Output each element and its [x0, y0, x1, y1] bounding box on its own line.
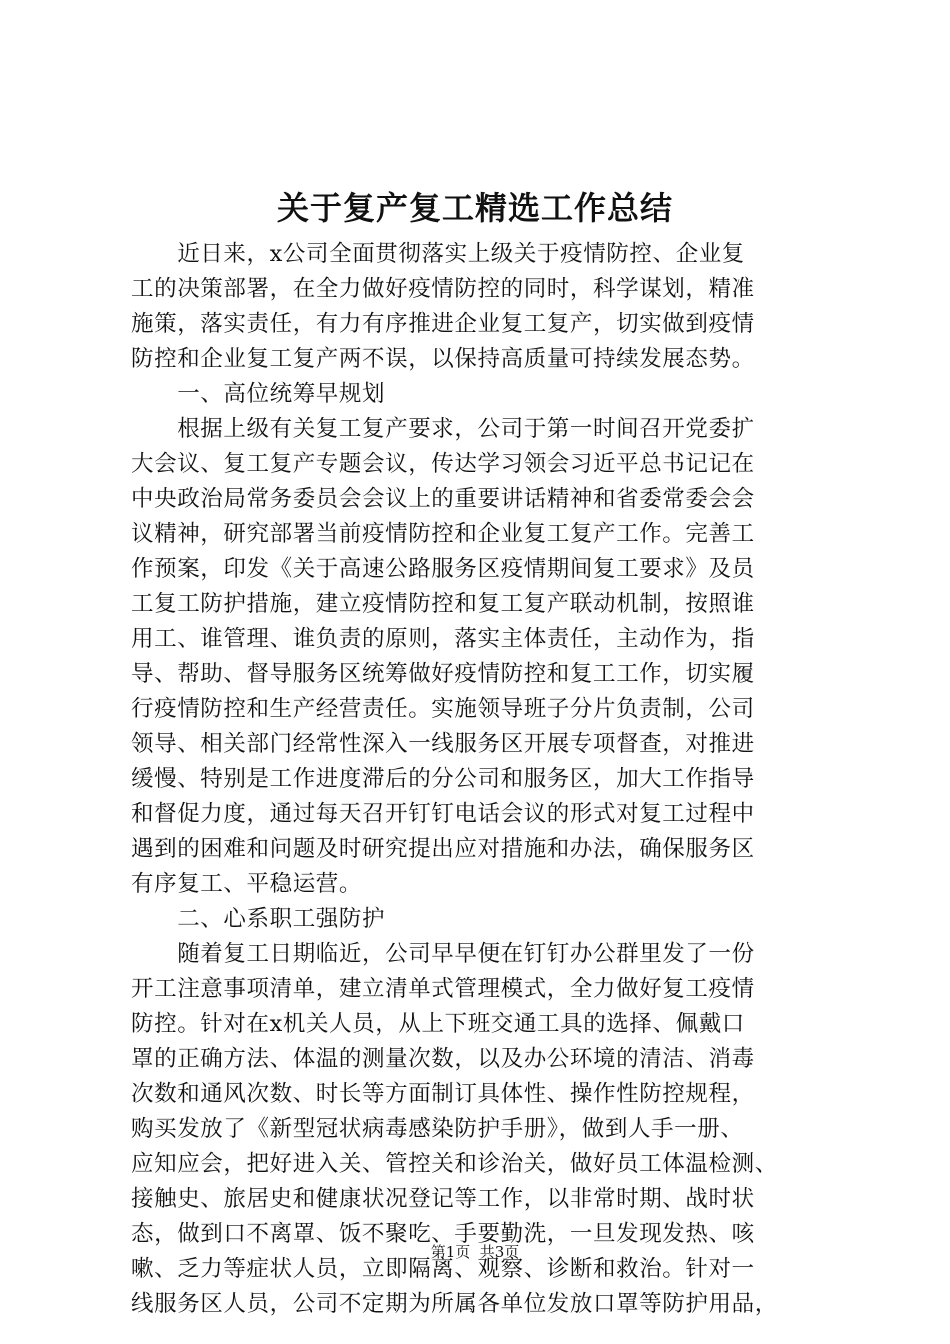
text-line: 缓慢、特别是工作进度滞后的分公司和服务区，加大工作指导 [131, 766, 755, 792]
text-line: 行疫情防控和生产经营责任。实施领导班子分片负责制，公司 [131, 696, 755, 722]
text-line: 近日来，x公司全面贯彻落实上级关于疫情防控、企业复 [131, 241, 745, 267]
text-line: 开工注意事项清单，建立清单式管理模式，全力做好复工疫情 [131, 976, 755, 1002]
text-line: 防控。针对在x机关人员，从上下班交通工具的选择、佩戴口 [131, 1011, 745, 1037]
text-line: 应知应会，把好进入关、管控关和诊治关，做好员工体温检测、 [131, 1151, 778, 1177]
section-heading: 二、心系职工强防护 [131, 906, 386, 932]
text-line: 和督促力度，通过每天召开钉钉电话会议的形式对复工过程中 [131, 801, 755, 827]
text-line: 遇到的困难和问题及时研究提出应对措施和办法，确保服务区 [131, 836, 755, 862]
text-line: 作预案，印发《关于高速公路服务区疫情期间复工要求》及员 [131, 556, 755, 582]
document-body [131, 237, 831, 1322]
text-line: 有序复工、平稳运营。 [131, 871, 363, 897]
text-line: 领导、相关部门经常性深入一线服务区开展专项督查，对推进 [131, 731, 755, 757]
text-line: 中央政治局常务委员会会议上的重要讲话精神和省委常委会会 [131, 486, 755, 512]
text-line: 次数和通风次数、时长等方面制订具体性、操作性防控规程， [131, 1081, 755, 1107]
text-line: 购买发放了《新型冠状病毒感染防护手册》，做到人手一册、 [131, 1116, 744, 1142]
text-line: 根据上级有关复工复产要求，公司于第一时间召开党委扩 [131, 416, 755, 442]
section-heading: 一、高位统筹早规划 [131, 381, 386, 407]
text-line: 施策，落实责任，有力有序推进企业复工复产，切实做到疫情 [131, 311, 755, 337]
text-line: 线服务区人员，公司不定期为所属各单位发放口罩等防护用品， [131, 1291, 778, 1317]
text-line: 嗽、乏力等症状人员，立即隔离、观察、诊断和救治。针对一 [131, 1256, 755, 1282]
text-line: 防控和企业复工复产两不误，以保持高质量可持续发展态势。 [131, 346, 755, 372]
text-line: 罩的正确方法、体温的测量次数，以及办公环境的清洁、消毒 [131, 1046, 755, 1072]
text-line: 用工、谁管理、谁负责的原则，落实主体责任，主动作为，指 [131, 626, 755, 652]
text-line: 工的决策部署，在全力做好疫情防控的同时，科学谋划，精准 [131, 276, 755, 302]
text-line: 议精神，研究部署当前疫情防控和企业复工复产工作。完善工 [131, 521, 755, 547]
text-line: 工复工防护措施，建立疫情防控和复工复产联动机制，按照谁 [131, 591, 755, 617]
text-line: 态，做到口不离罩、饭不聚吃、手要勤洗，一旦发现发热、咳 [131, 1221, 755, 1247]
text-line: 随着复工日期临近，公司早早便在钉钉办公群里发了一份 [131, 941, 755, 967]
text-line: 接触史、旅居史和健康状况登记等工作，以非常时期、战时状 [131, 1186, 755, 1212]
text-line: 大会议、复工复产专题会议，传达学习领会习近平总书记记在 [131, 451, 755, 477]
text-line: 导、帮助、督导服务区统筹做好疫情防控和复工工作，切实履 [131, 661, 755, 687]
document-title: 关于复产复工精选工作总结 [276, 189, 673, 227]
page-number-footer: 第1页 共3页 [430, 1243, 520, 1261]
